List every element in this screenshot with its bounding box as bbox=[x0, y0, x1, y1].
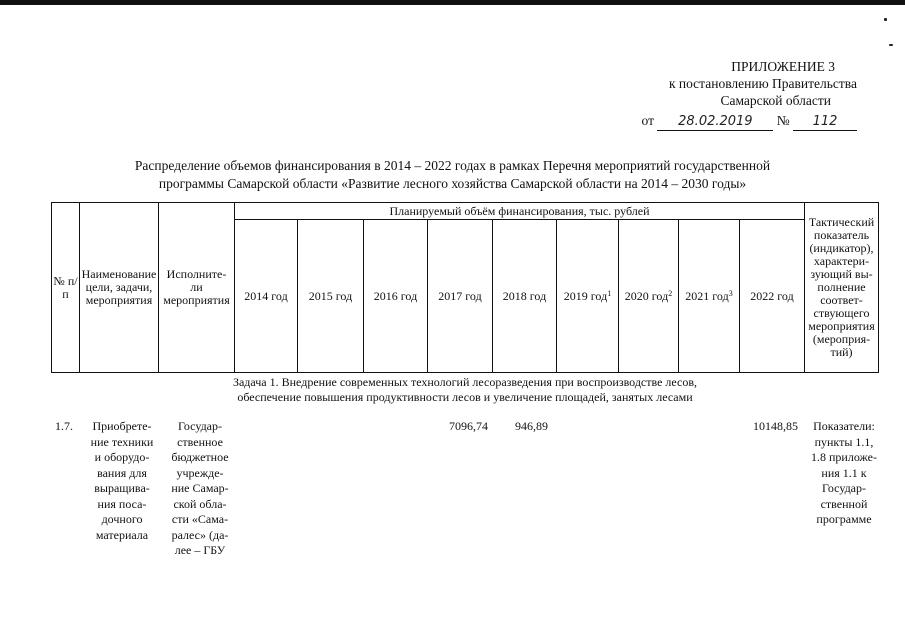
header-year-label: 2017 год bbox=[438, 288, 482, 303]
header-year-3 bbox=[428, 220, 493, 373]
header-indicator: Тактический показатель (индикатор), характери- зующий вы- полнение соответ- ствующего мероприятия (мероприя- тий) bbox=[805, 203, 879, 373]
header-year-footnote: 2 bbox=[668, 288, 673, 298]
task-line-2: обеспечение повышения продуктивности лесов и увеличение площадей, занятых лесами bbox=[237, 390, 693, 404]
row-number: 1.7. bbox=[55, 419, 73, 433]
document-title bbox=[60, 157, 845, 193]
row-executor-line: лее – ГБУ bbox=[174, 543, 226, 557]
row-executor-line: ской обла- bbox=[173, 496, 227, 511]
document-title-line-2: программы Самарской области «Развитие лесного хозяйства Самарской области на 2014 – 2030 годы» bbox=[158, 176, 747, 191]
header-year-footnote: 1 bbox=[607, 288, 612, 298]
header-executors: Исполните- ли мероприятия bbox=[159, 203, 235, 373]
header-year-label: 2021 год bbox=[685, 288, 729, 303]
handwritten-number: 112 bbox=[793, 113, 857, 131]
header-year-6 bbox=[619, 220, 679, 373]
row-value-2018: 946,89 bbox=[515, 419, 548, 433]
row-indicator bbox=[806, 419, 882, 528]
row-executor-line: ственное bbox=[177, 434, 223, 449]
scan-top-border bbox=[0, 0, 905, 5]
header-year-0 bbox=[235, 220, 298, 373]
appendix-line-2: Самарской области bbox=[720, 93, 831, 108]
header-planned-financing: Планируемый объём финансирования, тыс. рублей bbox=[235, 203, 805, 220]
scan-speck bbox=[884, 18, 887, 21]
header-year-label: 2015 год bbox=[308, 288, 353, 303]
header-name: Наименование цели, задачи, мероприятия bbox=[80, 203, 159, 373]
row-indicator-line: программе bbox=[816, 512, 872, 526]
header-year-label: 2014 год bbox=[244, 288, 288, 303]
appendix-date-row bbox=[597, 112, 857, 131]
header-year-2 bbox=[364, 220, 428, 373]
row-executor-line: сти «Сама- bbox=[171, 512, 229, 526]
row-value-2022: 10148,85 bbox=[753, 419, 798, 433]
header-year-7 bbox=[679, 220, 740, 373]
row-indicator-line: ния 1.1 к bbox=[821, 465, 867, 480]
row-name-line: и оборудо- bbox=[94, 450, 150, 464]
header-year-8 bbox=[740, 220, 805, 373]
header-year-label: 2019 год bbox=[563, 288, 608, 303]
row-executor-line: ралес» (да- bbox=[171, 527, 229, 542]
row-indicator-line: 1.8 приложе- bbox=[811, 450, 877, 464]
header-year-4 bbox=[493, 220, 557, 373]
row-executor bbox=[164, 419, 236, 559]
row-executor-line: бюджетное bbox=[171, 450, 229, 464]
row-executor-line: ние Самар- bbox=[171, 481, 229, 495]
row-indicator-line: Показатели: bbox=[813, 419, 875, 433]
row-indicator-line: Государ- bbox=[821, 481, 867, 495]
date-prefix: от bbox=[641, 113, 654, 128]
appendix-header bbox=[597, 58, 857, 131]
row-value-2017: 7096,74 bbox=[449, 419, 488, 433]
scan-speck bbox=[889, 44, 893, 46]
header-year-label: 2022 год bbox=[750, 288, 794, 303]
appendix-title: ПРИЛОЖЕНИЕ 3 bbox=[731, 59, 835, 74]
header-year-label: 2016 год bbox=[373, 288, 418, 303]
row-name-line: Приобрете- bbox=[92, 419, 152, 433]
task-line-1: Задача 1. Внедрение современных технологий лесоразведения при воспроизводстве лесов, bbox=[232, 375, 698, 389]
financing-table-header bbox=[51, 202, 879, 373]
handwritten-date: 28.02.2019 bbox=[657, 113, 773, 131]
document-title-line-1: Распределение объемов финансирования в 2014 – 2022 годах в рамках Перечня мероприятий государственной bbox=[134, 158, 771, 173]
header-year-label: 2020 год bbox=[624, 288, 669, 303]
task-heading bbox=[150, 375, 780, 405]
row-name-line: ния поса- bbox=[97, 496, 147, 511]
header-year-5 bbox=[557, 220, 619, 373]
row-name bbox=[86, 419, 158, 543]
row-name-line: вания для bbox=[97, 465, 147, 480]
header-year-footnote: 3 bbox=[728, 288, 733, 298]
header-num: № п/п bbox=[52, 203, 80, 373]
row-executor-line: Государ- bbox=[177, 419, 223, 433]
appendix-line-1: к постановлению Правительства bbox=[668, 76, 857, 91]
row-indicator-line: ственной bbox=[820, 496, 868, 511]
row-name-line: дочного bbox=[101, 512, 143, 526]
header-year-1 bbox=[298, 220, 364, 373]
row-name-line: ние техники bbox=[90, 434, 154, 449]
row-name-line: материала bbox=[95, 527, 149, 542]
row-executor-line: учрежде- bbox=[176, 465, 224, 480]
number-prefix: № bbox=[776, 113, 790, 128]
header-year-label: 2018 год bbox=[502, 288, 547, 303]
row-name-line: выращива- bbox=[94, 481, 150, 495]
row-indicator-line: пункты 1.1, bbox=[814, 434, 874, 449]
